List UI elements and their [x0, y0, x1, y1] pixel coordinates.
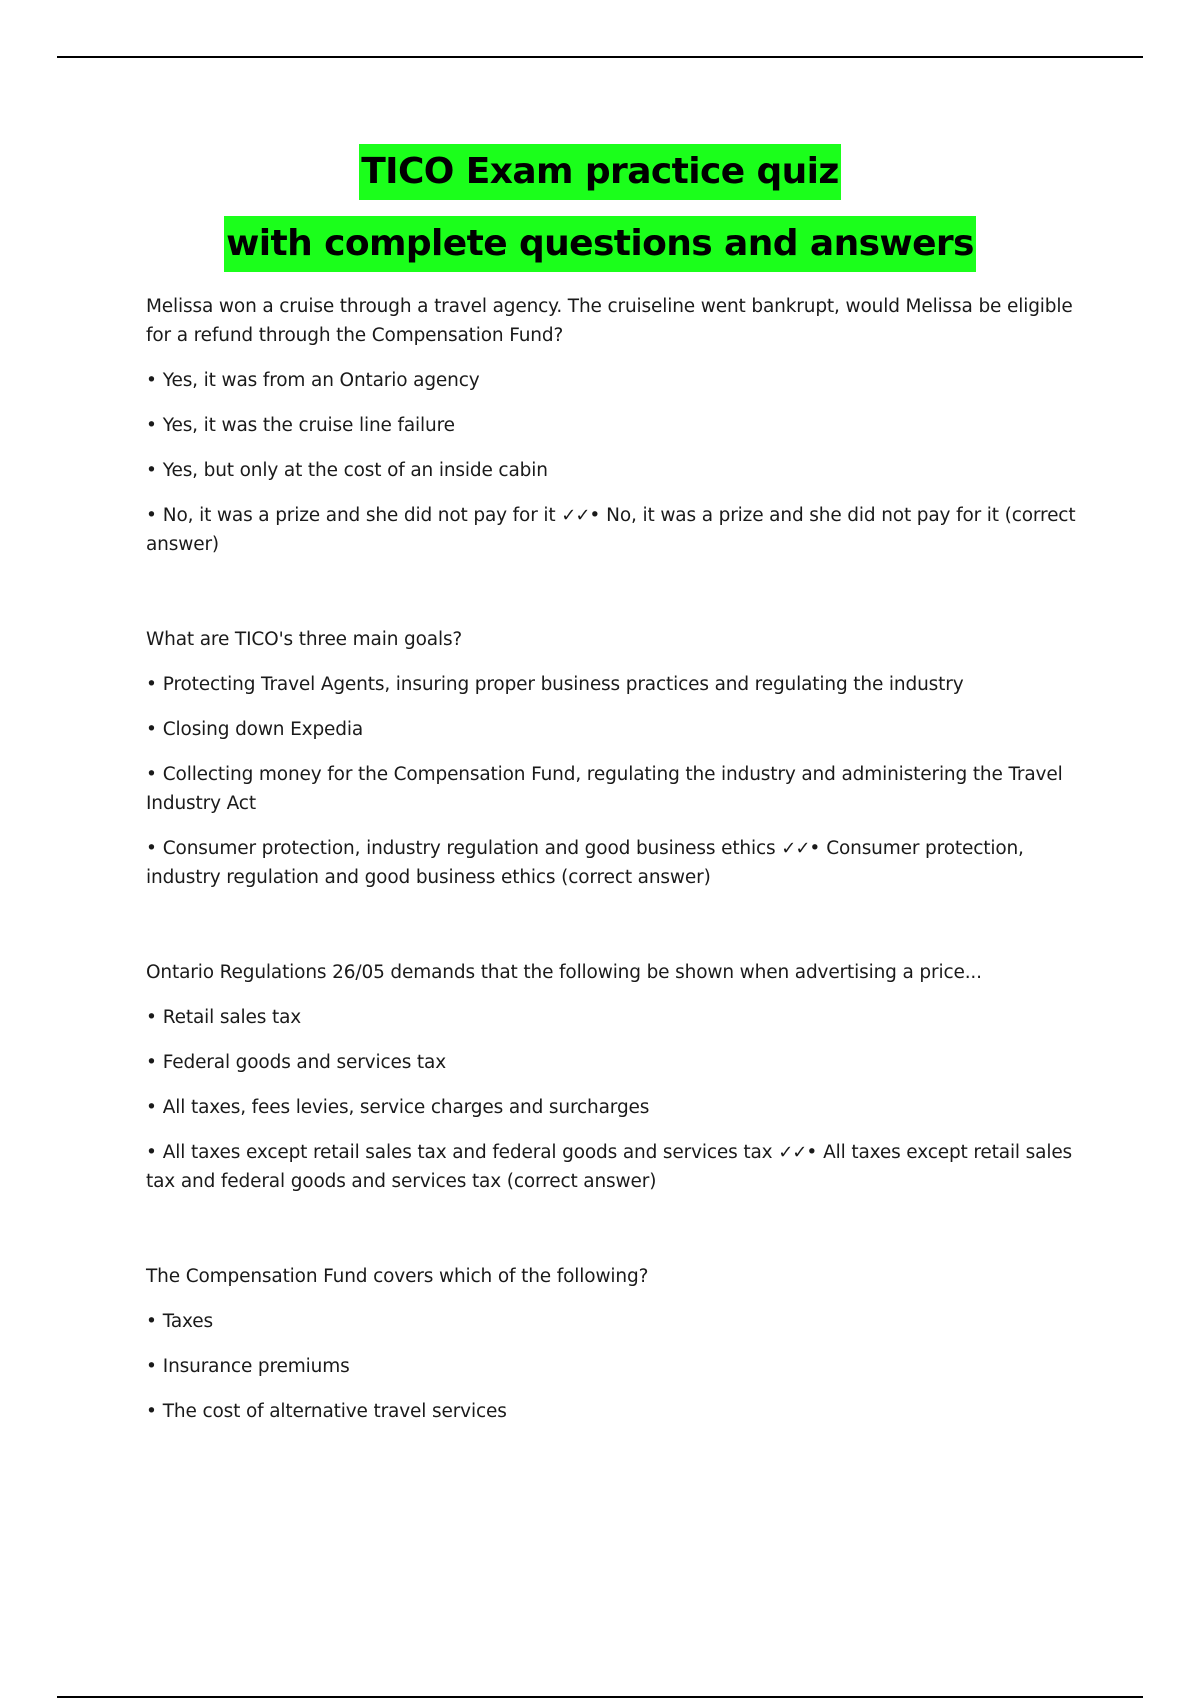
option-item: • Protecting Travel Agents, insuring proper business practices and regulating the industry — [146, 674, 964, 695]
question-text: Ontario Regulations 26/05 demands that the following be shown when advertising a price... — [146, 962, 982, 983]
correct-answer-text: No, it was a prize and she did not pay for it (correct answer) — [146, 505, 1076, 555]
option-item: • The cost of alternative travel services — [146, 1401, 507, 1422]
answer-item: • All taxes except retail sales tax and federal goods and services tax ✓✓• All taxes except retail sales tax and federal goods and services tax (correct answer) — [146, 1142, 1073, 1192]
option-item: • Yes, but only at the cost of an inside cabin — [146, 460, 548, 481]
question-text: What are TICO's three main goals? — [146, 629, 463, 650]
option-item: • All taxes, fees levies, service charges and surcharges — [146, 1097, 650, 1118]
bottom-rule — [57, 1696, 1143, 1698]
quiz-content — [146, 292, 1098, 1442]
check-mark-icon: ✓✓ — [561, 505, 590, 526]
answer-item: • No, it was a prize and she did not pay for it ✓✓• No, it was a prize and she did not pay for it (correct answer) — [146, 505, 1076, 555]
question-text: Melissa won a cruise through a travel agency. The cruiseline went bankrupt, would Melissa be eligible for a refund through the Compensation Fund? — [146, 296, 1073, 346]
question-block-1 — [146, 292, 1098, 559]
question-text: The Compensation Fund covers which of the following? — [146, 1266, 649, 1287]
answer-item: • Consumer protection, industry regulation and good business ethics ✓✓• Consumer protection, industry regulation and good business ethics (correct answer) — [146, 838, 1024, 888]
check-mark-icon: ✓✓ — [778, 1142, 807, 1163]
top-rule — [57, 56, 1143, 58]
option-item: • Taxes — [146, 1311, 213, 1332]
option-item: • Retail sales tax — [146, 1007, 302, 1028]
option-item: • Yes, it was from an Ontario agency — [146, 370, 480, 391]
title-block — [0, 144, 1200, 272]
correct-answer-text: All taxes except retail sales tax and federal goods and services tax (correct answer) — [146, 1142, 1073, 1192]
option-item: • Yes, it was the cruise line failure — [146, 415, 455, 436]
option-item: • Insurance premiums — [146, 1356, 350, 1377]
title-line-1: TICO Exam practice quiz — [359, 144, 841, 200]
check-mark-icon: ✓✓ — [781, 838, 810, 859]
correct-answer-text: Consumer protection, industry regulation and good business ethics (correct answer) — [146, 838, 1024, 888]
question-block-3 — [146, 958, 1098, 1196]
question-block-4 — [146, 1262, 1098, 1426]
option-item: • Collecting money for the Compensation Fund, regulating the industry and administering the Travel Industry Act — [146, 764, 1063, 814]
option-item: • Closing down Expedia — [146, 719, 364, 740]
option-item: • Federal goods and services tax — [146, 1052, 447, 1073]
title-line-2: with complete questions and answers — [224, 216, 976, 272]
question-block-2 — [146, 625, 1098, 892]
